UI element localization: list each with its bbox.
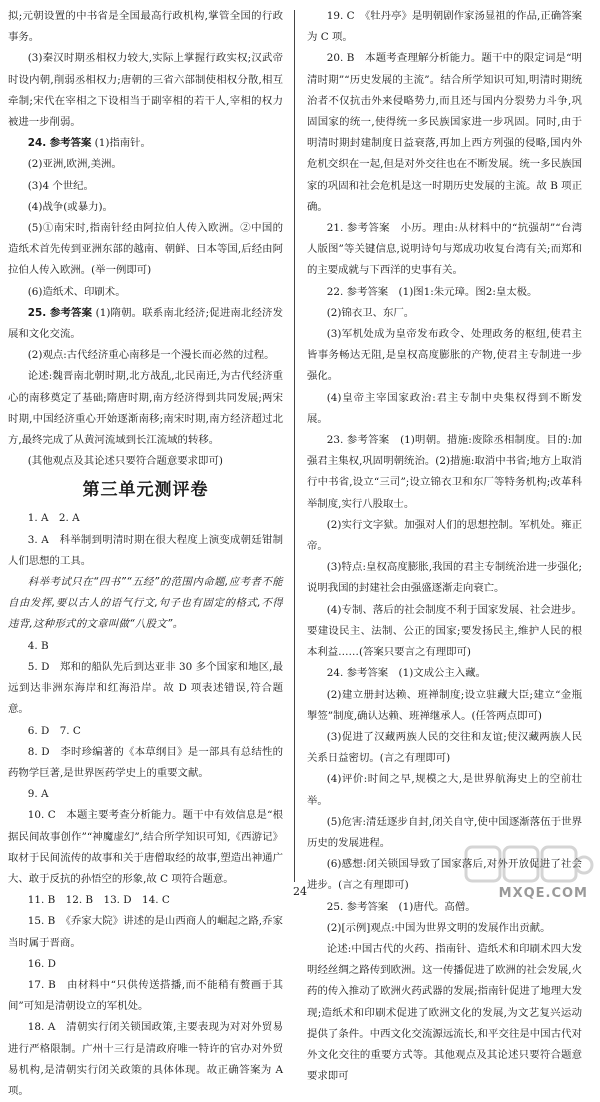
right-item: 21. 参考答案 小历。理由:从材料中的“抗强胡”“台湾人版图”等关键信息,说明诗句与郑成功收复台湾有关;而郑和的主要成就与下西洋的史事有关。 — [307, 222, 582, 277]
watermark-text: MXQE.COM — [498, 886, 588, 901]
answer-line: 10. C 本题主要考查分析能力。题干中有效信息是“根据民间故事创作”“神魔虚幻”,结合所学知识可知,《西游记》取材于民间流传的故事和关于唐僧取经的故事,塑造出神通广大、敢于反抗的孙悟空的形象,故 C 项符合题意。 — [8, 809, 283, 885]
right-item: 24. 参考答案 (1)文成公主入藏。 — [326, 667, 486, 680]
q25-first-text: (1)隋朝。联系南北经济;促进南北经济发展和文化交流。 — [8, 306, 284, 341]
right-item: (3)促进了汉藏两族人民的交往和友谊;使汉藏两族人民关系日益密切。(言之有理即可) — [307, 730, 582, 765]
answer-line: 15. B 《乔家大院》讲述的是山西商人的崛起之路,乔家当时属于晋商。 — [8, 915, 283, 949]
answer-line: 4. B — [27, 639, 49, 652]
unit-title: 第三单元测评卷 — [82, 480, 209, 501]
q24-line: (3)4 个世纪。 — [27, 179, 94, 192]
right-item: 25. 参考答案 (1)唐代。高僧。 — [326, 900, 476, 913]
left-column — [8, 6, 283, 1102]
right-item: (6)感想:闭关锁国导致了国家落后,对外开放促进了社会进步。(言之有理即可) — [307, 858, 582, 892]
answer-line: 1. A 2. A — [27, 512, 80, 525]
right-item: (2)锦衣卫、东厂。 — [326, 306, 415, 319]
answer-note: 科举考试只在“四书”“五经”的范围内命题,应考者不能自由发挥,要以古人的语气行文,句子也有固定的格式,不得违背,这种形式的文章叫做“八股文”。 — [8, 576, 283, 631]
answer-line: 6. D 7. C — [27, 724, 81, 737]
right-item: (2)实行文字狱。加强对人们的思想控制。军机处。雍正帝。 — [307, 518, 582, 553]
intro-line-2: (3)秦汉时期丞相权力较大,实际上掌握行政实权;汉武帝时设内朝,削弱丞相权力;唐朝的三省六部制使相权分散,相互牵制;宋代在宰相之下设相当于副宰相的若干人,宰相的权力被进一步削弱。 — [8, 52, 283, 129]
column-divider — [294, 10, 295, 882]
answer-line: 11. B 12. B 13. D 14. C — [27, 894, 170, 907]
answer-line: 8. D 李时珍编著的《本草纲目》是一部具有总结性的药物学巨著,是世界医药学史上的重要文献。 — [8, 745, 283, 779]
answer-line: 9. A — [27, 788, 49, 801]
q24-line: (2)亚洲,欧洲,美洲。 — [27, 158, 122, 171]
q25-line: (其他观点及其论述只要符合题意要求即可) — [27, 455, 223, 468]
right-column — [307, 6, 582, 1087]
right-item: (4)专制、落后的社会制度不利于国家发展、社会进步。要建设民主、法制、公正的国家;要发扬民主,维护人民的根本利益……(答案只要言之有理即可) — [307, 603, 582, 659]
right-item: (4)皇帝主宰国家政治:君主专制中央集权得到不断发展。 — [307, 391, 582, 425]
answer-line: 5. D 郑和的船队先后到达亚非 30 多个国家和地区,最远到达非洲东海岸和红海沿岸。故 D 项表述错误,符合题意。 — [8, 660, 283, 716]
q24-line: (4)战争(或暴力)。 — [27, 200, 113, 213]
q25-line: 论述:魏晋南北朝时期,北方战乱,北民南迁,为古代经济重心的南移奠定了基础;隋唐时期,南方经济得到共同发展;两宋时期,中国经济重心开始逐渐南移;南宋时期,南方经济超过北方,最终完成了从黄河流域到长江流域的转移。 — [8, 370, 283, 447]
right-item: (3)军机处成为皇帝发布政令、处理政务的枢纽,使君主皆事务畅达无阻,是皇权高度膨胀的产物,使君主专制进一步强化。 — [307, 328, 582, 383]
right-item: (2)建立册封达赖、班禅制度;设立驻藏大臣;建立“金瓶掣签”制度,确认达赖、班禅继承人。(任答两点即可) — [307, 688, 582, 722]
q24-line: (5)①南宋时,指南针经由阿拉伯人传入欧洲。②中国的造纸术首先传到亚洲东部的越南、朝鲜、日本等国,后经由阿拉伯人传入欧洲。(举一例即可) — [8, 222, 283, 277]
q24-line: (6)造纸术、印刷术。 — [27, 285, 126, 298]
right-item: (3)特点:皇权高度膨胀,我国的君主专制统治进一步强化;说明我国的封建社会由强盛逐渐走向衰亡。 — [307, 561, 582, 595]
q24-answer-first — [8, 133, 283, 154]
right-item: 20. B 本题考查理解分析能力。题干中的限定词是“明清时期”“历史发展的主流”。结合所学知识可知,明清时期统治者不仅抗击外来侵略势力,而且还与国内分裂势力斗争,巩固国家的统一,使得统一多民族国家进一步巩固。同时,由于明清时期封建制度日益衰落,再加上西方列强的侵略,国内外危机交织在一起,但是对外交往也在不断发展。统一多民族国家的巩固和社会危机是这一时期历史发展的主流。故 B 项正确。 — [307, 52, 582, 213]
intro-line-1: 拟;元朝设置的中书省是全国最高行政机构,掌管全国的行政事务。 — [8, 10, 283, 44]
answer-line: 17. B 由材料中“只供传送搭播,而不能稍有赘画于其间”可知是清朝设立的军机处。 — [8, 978, 283, 1013]
page-number: 24 — [293, 885, 307, 898]
answer-line: 16. D — [27, 957, 56, 970]
q24-label: 24. 参考答案 — [27, 137, 92, 150]
answer-line: 18. A 清朝实行闭关锁国政策,主要表现为对对外贸易进行严格限制。广州十三行是清政府唯一特许的官办对外贸易机构,是清朝实行闭关政策的具体体现。故正确答案为 A 项。 — [8, 1021, 283, 1097]
answer-line: 3. A 科举制到明清时期在很大程度上演变成朝廷钳制人们思想的工具。 — [8, 533, 283, 567]
right-item: 论述:中国古代的火药、指南针、造纸术和印刷术四大发明经丝绸之路传到欧洲。这一传播促进了欧洲的社会发展,火药的传入推动了欧洲火药武器的发展;指南针促进了地理大发现;造纸术和印刷术促进了欧洲文化的发展,为文艺复兴运动提供了条件。中西文化交流源远流长,和平交往是中国古代对外文化交往的重要方式等。其他观点及其论述只要符合题意要求即可 — [307, 942, 582, 1083]
right-item: 23. 参考答案 (1)明朝。措施:废除丞相制度。目的:加强君主集权,巩固明朝统治。(2)措施:取消中书省;地方上取消行中书省,设立“三司”;设立锦衣卫和东厂等特务机构;改革科举制度,实行八股取士。 — [307, 434, 582, 510]
right-item: (5)危害:清廷逐步自封,闭关自守,使中国逐渐落伍于世界历史的发展进程。 — [307, 815, 582, 849]
right-item: (2)[示例]观点:中国为世界文明的发展作出贡献。 — [326, 921, 551, 934]
right-item: 19. C 《牡丹亭》是明朝剧作家汤显祖的作品,正确答案为 C 项。 — [307, 10, 582, 44]
q25-label: 25. 参考答案 — [27, 306, 93, 319]
right-item: 22. 参考答案 (1)图1:朱元璋。图2:皇太极。 — [326, 285, 538, 298]
q25-answer-first — [8, 303, 283, 345]
right-item: (4)评价:时间之早,规模之大,是世界航海史上的空前壮举。 — [307, 773, 582, 807]
q24-first-text: (1)指南针。 — [94, 137, 151, 150]
q25-line: (2)观点:古代经济重心南移是一个漫长而必然的过程。 — [27, 349, 275, 362]
